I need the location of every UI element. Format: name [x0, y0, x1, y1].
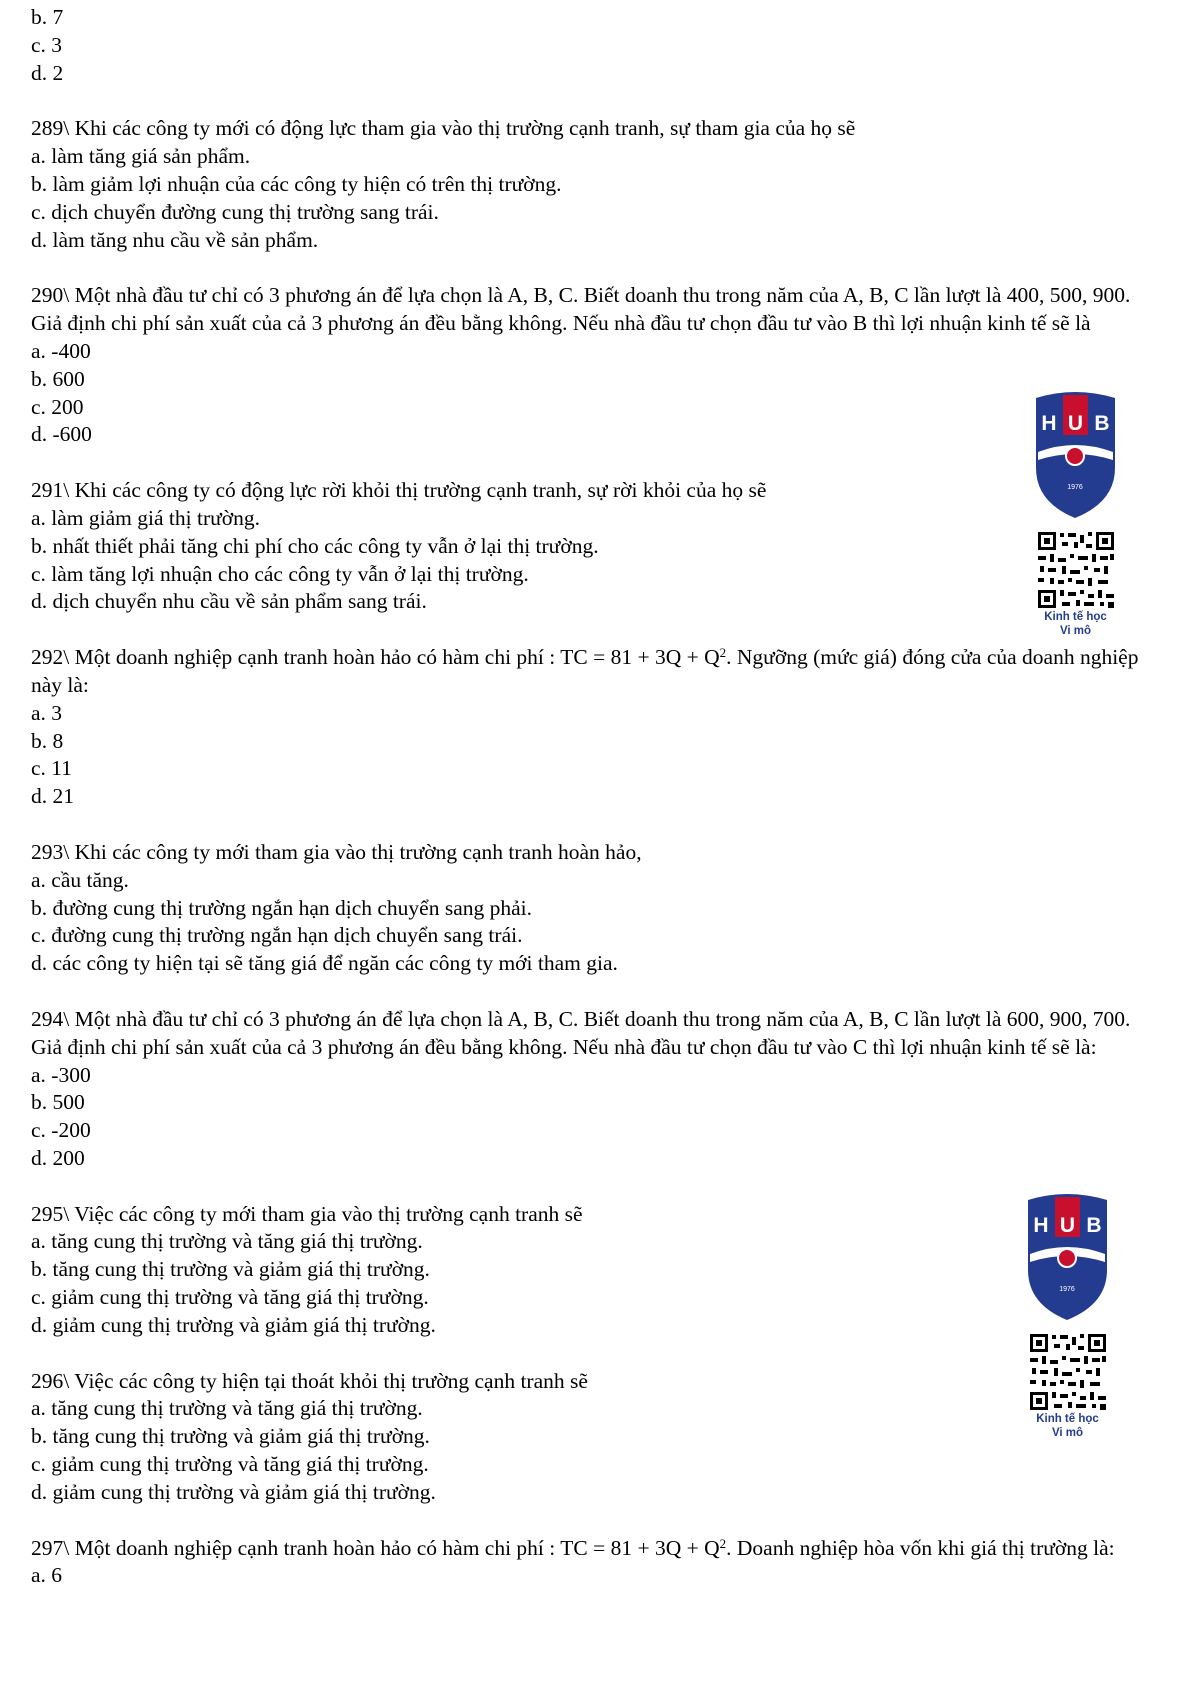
option-a: a. -300: [31, 1062, 91, 1087]
logo-letter-u: U: [1067, 412, 1084, 435]
option-d: d. dịch chuyển nhu cầu về sản phẩm sang trái.: [31, 589, 427, 614]
option-d: d. các công ty hiện tại sẽ tăng giá để ngăn các công ty mới tham gia.: [31, 951, 618, 976]
question-291: [31, 477, 1161, 616]
logo-letter-b: B: [1094, 412, 1110, 435]
question-text: 296\ Việc các công ty hiện tại thoát khỏi thị trường cạnh tranh sẽ: [31, 1368, 588, 1393]
option-b: b. làm giảm lợi nhuận của các công ty hiện có trên thị trường.: [31, 171, 562, 196]
logo-caption-line1: Kinh tế học: [1036, 1413, 1099, 1425]
option-a: a. 6: [31, 1563, 63, 1588]
hub-logo-watermark: [1020, 1192, 1115, 1440]
logo-caption-line2: Vi mô: [1059, 625, 1092, 637]
logo-caption-line2: Vi mô: [1051, 1427, 1084, 1439]
option-a: a. 3: [31, 700, 63, 725]
hub-shield-logo: [1020, 1192, 1115, 1324]
option-a: a. làm giảm giá thị trường.: [31, 505, 261, 530]
logo-year: 1976: [1067, 484, 1083, 491]
option-a: a. tăng cung thị trường và tăng giá thị trường.: [31, 1396, 423, 1421]
question-text: 293\ Khi các công ty mới tham gia vào thị trường cạnh tranh hoàn hảo,: [31, 839, 642, 864]
logo-caption-line1: Kinh tế học: [1044, 611, 1107, 623]
option-a: a. làm tăng giá sản phẩm.: [31, 144, 251, 169]
option-d: d. 200: [31, 1145, 85, 1170]
qr-code-icon: [1028, 1332, 1108, 1412]
logo-letter-h: H: [1041, 412, 1057, 435]
question-293: [31, 839, 1161, 978]
question-289: [31, 115, 1161, 254]
document-page: [31, 4, 1161, 1590]
option-c: c. 3: [31, 32, 63, 57]
logo-letter-h: H: [1033, 1214, 1049, 1237]
hub-logo-watermark: [1028, 390, 1123, 638]
question-text: 297\ Một doanh nghiệp cạnh tranh hoàn hảo có hàm chi phí : TC = $81 + 3Q + Q^2$. Doanh nghiệp hòa vốn khi giá thị trường là:: [31, 1535, 1115, 1560]
option-b: b. tăng cung thị trường và giảm giá thị trường.: [31, 1257, 430, 1282]
exponent: 2: [719, 1535, 727, 1551]
logo-caption: [1020, 1412, 1115, 1440]
option-c: c. giảm cung thị trường và tăng giá thị trường.: [31, 1452, 429, 1477]
option-a: a. -400: [31, 338, 91, 363]
question-297: [31, 1535, 1161, 1591]
logo-year: 1976: [1059, 1286, 1075, 1293]
logo-letter-u: U: [1059, 1214, 1076, 1237]
option-d: d. giảm cung thị trường và giảm giá thị trường.: [31, 1312, 436, 1337]
option-d: d. 21: [31, 784, 74, 809]
option-b: b. nhất thiết phải tăng chi phí cho các công ty vẫn ở lại thị trường.: [31, 533, 599, 558]
question-290: [31, 282, 1161, 449]
option-b: b. 7: [31, 5, 64, 29]
question-text: 294\ Một nhà đầu tư chỉ có 3 phương án để lựa chọn là A, B, C. Biết doanh thu trong năm của A, B, C lần lượt là 600, 900, 700. Giả định chi phí sản xuất của cả 3 phương án đều bằng không. Nếu nhà đầu tư chọn đầu tư vào C thì lợi nhuận kinh tế sẽ là:: [31, 1006, 1131, 1059]
question-292: [31, 644, 1161, 811]
option-c: c. 200: [31, 394, 84, 419]
exponent: 2: [719, 645, 727, 660]
option-d: d. giảm cung thị trường và giảm giá thị trường.: [31, 1479, 436, 1504]
option-b: b. 8: [31, 728, 64, 753]
logo-caption: [1028, 610, 1123, 638]
question-text: 289\ Khi các công ty mới có động lực tham gia vào thị trường cạnh tranh, sự tham gia của họ sẽ: [31, 116, 856, 141]
option-c: c. đường cung thị trường ngắn hạn dịch chuyển sang trái.: [31, 923, 523, 948]
hub-shield-logo: [1028, 390, 1123, 522]
option-b: b. tăng cung thị trường và giảm giá thị trường.: [31, 1424, 430, 1449]
option-d: d. làm tăng nhu cầu về sản phẩm.: [31, 227, 319, 252]
option-b: b. 600: [31, 366, 85, 391]
question-text: 292\ Một doanh nghiệp cạnh tranh hoàn hảo có hàm chi phí : TC = $81 + 3Q + Q^2$. Ngưỡng (mức giá) đóng cửa của doanh nghiệp này là:: [31, 645, 1139, 697]
question-294: [31, 1006, 1161, 1173]
logo-letter-b: B: [1086, 1214, 1102, 1237]
option-d: d. 2: [31, 60, 64, 85]
option-b: b. 500: [31, 1090, 85, 1115]
previous-question-options: [31, 4, 1161, 87]
question-296: [31, 1368, 1161, 1507]
option-c: c. -200: [31, 1118, 91, 1143]
option-c: c. làm tăng lợi nhuận cho các công ty vẫn ở lại thị trường.: [31, 561, 529, 586]
question-295: [31, 1201, 1161, 1340]
option-b: b. đường cung thị trường ngắn hạn dịch chuyển sang phải.: [31, 895, 533, 920]
option-a: a. tăng cung thị trường và tăng giá thị trường.: [31, 1229, 423, 1254]
question-text: 295\ Việc các công ty mới tham gia vào thị trường cạnh tranh sẽ: [31, 1201, 583, 1226]
question-text: 291\ Khi các công ty có động lực rời khỏi thị trường cạnh tranh, sự rời khỏi của họ sẽ: [31, 478, 767, 503]
option-c: c. 11: [31, 756, 72, 781]
question-text: 290\ Một nhà đầu tư chỉ có 3 phương án để lựa chọn là A, B, C. Biết doanh thu trong năm của A, B, C lần lượt là 400, 500, 900. Giả định chi phí sản xuất của cả 3 phương án đều bằng không. Nếu nhà đầu tư chọn đầu tư vào B thì lợi nhuận kinh tế sẽ là: [31, 283, 1131, 336]
option-c: c. giảm cung thị trường và tăng giá thị trường.: [31, 1285, 429, 1310]
option-c: c. dịch chuyển đường cung thị trường sang trái.: [31, 199, 439, 224]
qr-code-icon: [1036, 530, 1116, 610]
option-d: d. -600: [31, 422, 92, 447]
option-a: a. cầu tăng.: [31, 867, 129, 892]
